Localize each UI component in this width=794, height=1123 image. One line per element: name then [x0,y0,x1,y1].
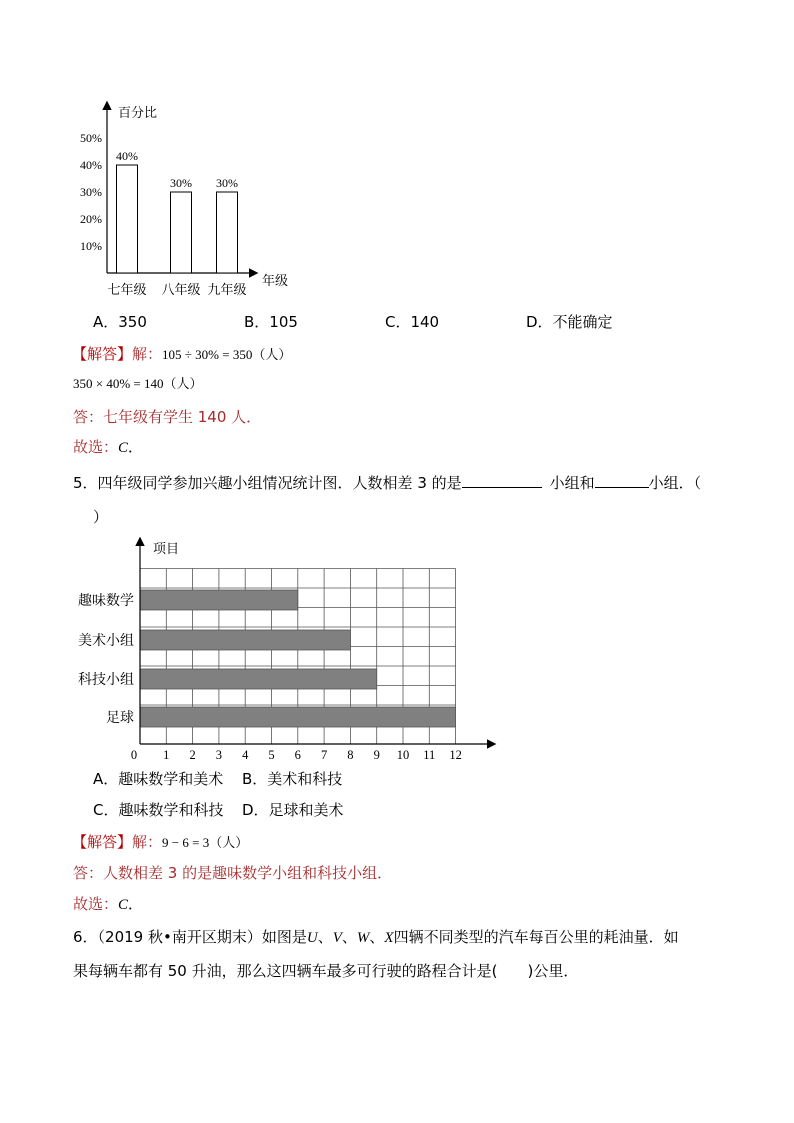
x-tick-label: 7 [320,748,328,762]
bar [171,192,192,273]
x-category-label: 八年级 [161,283,201,298]
x-category-label: 九年级 [207,283,247,298]
y-tick-label: 30% [80,185,102,199]
y-category-label: 趣味数学 [78,593,134,609]
x-tick-label: 9 [373,748,380,762]
x-tick-label: 2 [189,748,196,762]
question-6-line-2: 果每辆车都有 50 升油，那么这四辆车最多可行驶的路程合计是( )公里． [73,962,579,980]
y-category-label: 美术小组 [78,633,134,649]
answer-blank-1[interactable] [462,473,542,488]
x-tick-label: 4 [242,748,249,762]
bar-value-label: 30% [170,176,192,190]
x-tick-label: 6 [294,748,301,762]
choice-q5: 故选：C． [73,895,144,913]
interest-group-bar-chart [70,533,500,765]
x-tick-label: 12 [449,748,462,762]
x-tick-label: 10 [396,748,410,762]
calculation-2: 350 × 40% = 140（人） [73,376,203,391]
answer-block-q4 [72,343,291,364]
q5-option-a: A．趣味数学和美术 [93,770,224,788]
q5-option-d: D．足球和美术 [242,801,344,819]
question-6-line-1: 6．（2019 秋•南开区期末）如图是U、V、W、X四辆不同类型的汽车每百公里的耗油量．如 [73,928,679,946]
question-5: 5．四年级同学参加兴趣小组情况统计图．人数相差 3 的是 小组和 小组．（ [73,474,702,492]
x-tick-label: 8 [347,748,354,762]
bar [140,707,456,727]
x-axis-label: 年级 [262,274,289,289]
y-tick-label: 50% [80,131,102,145]
y-tick-label: 40% [80,158,102,172]
answer-jie: 解： [132,345,163,363]
choice-letter: C [118,897,129,913]
answer-tag: 【解答】 [72,345,133,363]
conclusion-q5: 答：人数相差 3 的是趣味数学小组和科技小组． [73,864,393,882]
option-a: A．350 [93,313,147,331]
question-5-close: ） [93,508,109,526]
q5-option-c: C．趣味数学和科技 [93,801,224,819]
y-tick-label: 20% [80,212,102,226]
bar [117,165,138,273]
bar [140,669,377,689]
x-tick-label: 3 [215,748,223,762]
bar-value-label: 40% [116,149,138,163]
y-category-label: 科技小组 [78,672,134,688]
bar-value-label: 30% [216,176,238,190]
y-category-label: 足球 [106,710,134,726]
grade-percentage-bar-chart [60,95,320,305]
q5-option-b: B．美术和科技 [242,770,343,788]
option-d: D．不能确定 [526,313,613,331]
answer-block-q5: 【解答】解：9 − 6 = 3（人） [72,833,249,851]
y-tick-label: 10% [80,239,102,253]
bar [140,590,298,610]
bar [140,630,350,650]
choice-letter: C [118,440,129,456]
x-tick-label: 0 [130,748,138,762]
calculation-1: 105 ÷ 30% = 350（人） [162,347,292,362]
x-category-label: 七年级 [107,283,147,298]
choice-q4: 故选：C． [73,438,144,456]
y-axis-label: 项目 [153,542,180,557]
calculation: 9 − 6 = 3（人） [162,835,249,850]
x-tick-label: 5 [268,748,275,762]
conclusion-q4: 答：七年级有学生 140 人． [73,408,262,426]
x-tick-label: 11 [423,748,436,762]
option-c: C．140 [385,313,440,331]
x-tick-label: 1 [163,748,170,762]
bar [217,192,238,273]
answer-blank-2[interactable] [595,473,649,488]
option-b: B．105 [244,313,298,331]
y-axis-label: 百分比 [118,106,158,121]
